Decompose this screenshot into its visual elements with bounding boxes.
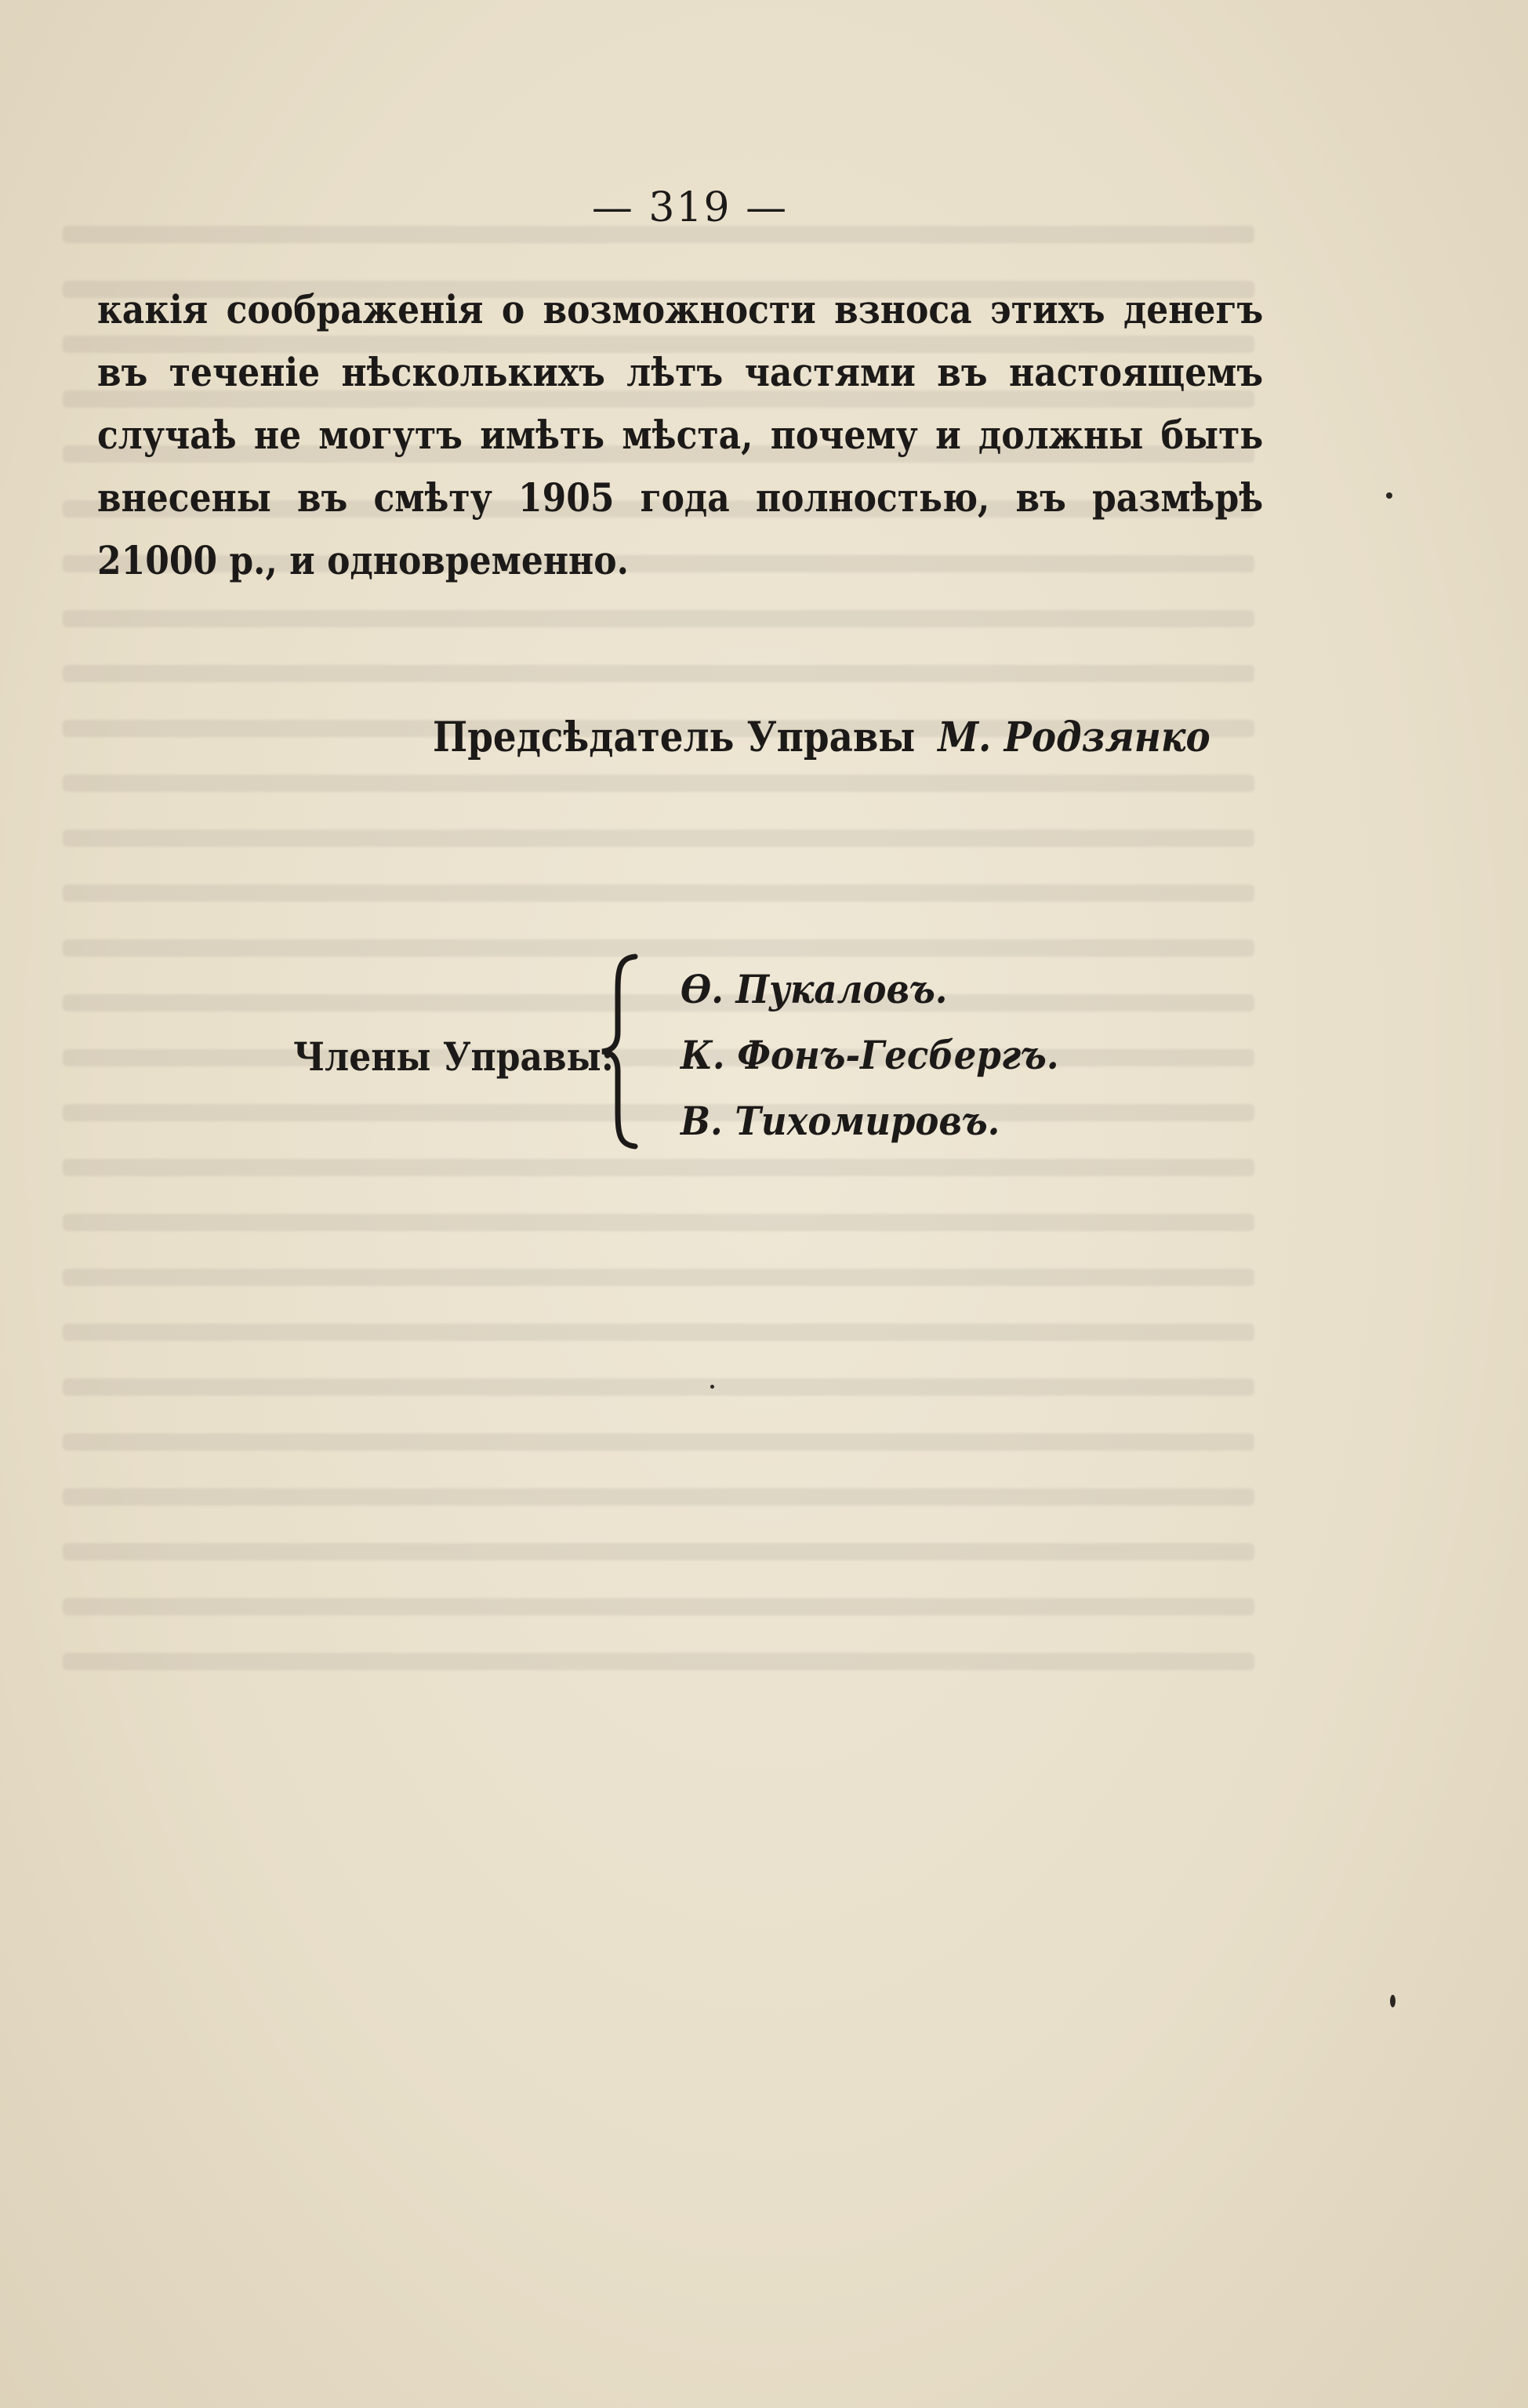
chairman-label: Предсѣдатель Управы — [433, 714, 916, 761]
members-list — [681, 957, 1059, 1154]
member-name: К. Фонъ-Гесбергъ. — [681, 1032, 1059, 1078]
ink-speck — [710, 1385, 714, 1389]
chairman-name: М. Родзянко — [938, 714, 1210, 761]
member-name: Ѳ. Пукаловъ. — [681, 966, 948, 1012]
page-number: — 319 — — [591, 184, 789, 231]
ink-speck — [1386, 492, 1392, 499]
body-paragraph: какія соображенія о возможности взноса этихъ денегъ въ теченіе нѣсколькихъ лѣтъ частями въ настоящемъ случаѣ не могутъ имѣть мѣста, почему и должны быть внесены въ смѣту 1905 года полностью, въ размѣрѣ 21000 р., и одновременно. — [97, 286, 1264, 583]
member-name: В. Тихомировъ. — [681, 1098, 1000, 1144]
ink-speck — [1390, 1995, 1396, 2007]
chairman-signature — [433, 714, 1210, 761]
members-label: Члены Управы: — [293, 1033, 614, 1080]
curly-brace-icon — [597, 953, 644, 1150]
